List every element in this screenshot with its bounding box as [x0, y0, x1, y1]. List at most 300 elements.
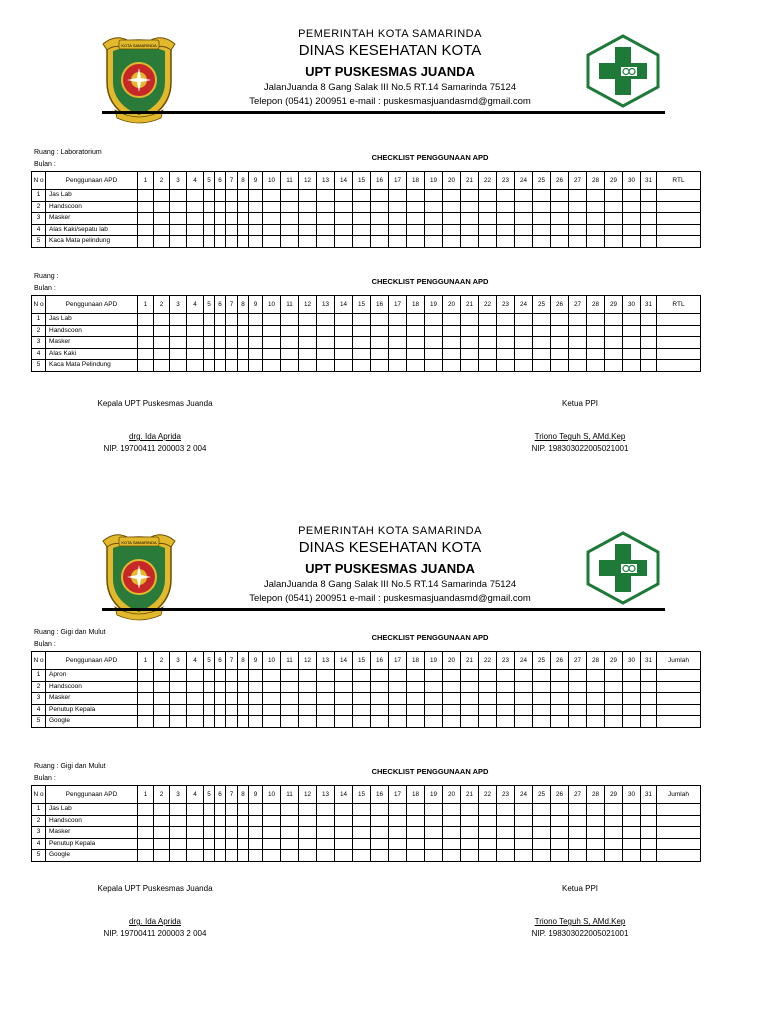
check-cell[interactable]	[317, 804, 335, 816]
check-cell[interactable]	[226, 236, 238, 248]
check-cell[interactable]	[551, 815, 569, 827]
check-cell[interactable]	[443, 804, 461, 816]
check-cell[interactable]	[371, 190, 389, 202]
check-cell[interactable]	[569, 213, 587, 225]
check-cell[interactable]	[515, 190, 533, 202]
check-cell[interactable]	[641, 190, 657, 202]
check-cell[interactable]	[623, 804, 641, 816]
check-cell[interactable]	[641, 716, 657, 728]
check-cell[interactable]	[204, 704, 215, 716]
check-cell[interactable]	[299, 325, 317, 337]
check-cell[interactable]	[461, 213, 479, 225]
check-cell[interactable]	[335, 704, 353, 716]
check-cell[interactable]	[215, 213, 226, 225]
check-cell[interactable]	[154, 337, 170, 349]
check-cell[interactable]	[187, 681, 204, 693]
check-cell[interactable]	[215, 681, 226, 693]
check-cell[interactable]	[204, 224, 215, 236]
check-cell[interactable]	[154, 213, 170, 225]
check-cell[interactable]	[215, 325, 226, 337]
check-cell[interactable]	[515, 827, 533, 839]
check-cell[interactable]	[299, 201, 317, 213]
check-cell[interactable]	[497, 815, 515, 827]
check-cell[interactable]	[263, 348, 281, 360]
check-cell[interactable]	[533, 360, 551, 372]
check-cell[interactable]	[371, 681, 389, 693]
check-cell[interactable]	[371, 704, 389, 716]
check-cell[interactable]	[479, 348, 497, 360]
check-cell[interactable]	[281, 804, 299, 816]
check-cell[interactable]	[335, 716, 353, 728]
check-cell[interactable]	[461, 325, 479, 337]
check-cell[interactable]	[215, 850, 226, 862]
check-cell[interactable]	[170, 681, 187, 693]
check-cell[interactable]	[249, 337, 263, 349]
check-cell[interactable]	[170, 337, 187, 349]
check-cell[interactable]	[425, 224, 443, 236]
check-cell[interactable]	[443, 201, 461, 213]
check-cell[interactable]	[587, 704, 605, 716]
check-cell[interactable]	[299, 670, 317, 682]
check-cell[interactable]	[461, 716, 479, 728]
check-cell[interactable]	[299, 804, 317, 816]
check-cell[interactable]	[238, 314, 249, 326]
check-cell[interactable]	[371, 716, 389, 728]
check-cell[interactable]	[204, 348, 215, 360]
check-cell[interactable]	[238, 236, 249, 248]
check-cell[interactable]	[461, 804, 479, 816]
check-cell[interactable]	[238, 804, 249, 816]
check-cell[interactable]	[187, 360, 204, 372]
check-cell[interactable]	[281, 325, 299, 337]
check-cell[interactable]	[623, 348, 641, 360]
check-cell[interactable]	[226, 804, 238, 816]
check-cell[interactable]	[605, 827, 623, 839]
check-cell[interactable]	[238, 838, 249, 850]
check-cell[interactable]	[187, 213, 204, 225]
check-cell[interactable]	[443, 815, 461, 827]
check-cell[interactable]	[407, 670, 425, 682]
check-cell[interactable]	[605, 838, 623, 850]
check-cell[interactable]	[389, 681, 407, 693]
check-cell[interactable]	[138, 348, 154, 360]
check-cell[interactable]	[249, 827, 263, 839]
check-cell[interactable]	[299, 815, 317, 827]
check-cell[interactable]	[281, 224, 299, 236]
check-cell[interactable]	[623, 704, 641, 716]
check-cell[interactable]	[641, 850, 657, 862]
row-last-cell[interactable]	[657, 314, 701, 326]
check-cell[interactable]	[238, 325, 249, 337]
check-cell[interactable]	[249, 213, 263, 225]
check-cell[interactable]	[605, 360, 623, 372]
check-cell[interactable]	[443, 190, 461, 202]
row-last-cell[interactable]	[657, 337, 701, 349]
check-cell[interactable]	[138, 224, 154, 236]
check-cell[interactable]	[299, 236, 317, 248]
check-cell[interactable]	[641, 360, 657, 372]
check-cell[interactable]	[170, 815, 187, 827]
check-cell[interactable]	[479, 716, 497, 728]
check-cell[interactable]	[425, 815, 443, 827]
check-cell[interactable]	[407, 716, 425, 728]
check-cell[interactable]	[515, 213, 533, 225]
check-cell[interactable]	[154, 850, 170, 862]
check-cell[interactable]	[479, 838, 497, 850]
check-cell[interactable]	[138, 804, 154, 816]
check-cell[interactable]	[587, 201, 605, 213]
check-cell[interactable]	[443, 704, 461, 716]
check-cell[interactable]	[569, 838, 587, 850]
check-cell[interactable]	[154, 236, 170, 248]
check-cell[interactable]	[641, 704, 657, 716]
check-cell[interactable]	[371, 670, 389, 682]
check-cell[interactable]	[154, 827, 170, 839]
check-cell[interactable]	[317, 190, 335, 202]
check-cell[interactable]	[551, 325, 569, 337]
check-cell[interactable]	[204, 827, 215, 839]
check-cell[interactable]	[443, 850, 461, 862]
check-cell[interactable]	[533, 838, 551, 850]
check-cell[interactable]	[215, 815, 226, 827]
check-cell[interactable]	[533, 213, 551, 225]
check-cell[interactable]	[425, 314, 443, 326]
check-cell[interactable]	[353, 337, 371, 349]
check-cell[interactable]	[238, 224, 249, 236]
check-cell[interactable]	[641, 827, 657, 839]
check-cell[interactable]	[238, 850, 249, 862]
check-cell[interactable]	[497, 827, 515, 839]
check-cell[interactable]	[353, 693, 371, 705]
check-cell[interactable]	[605, 704, 623, 716]
check-cell[interactable]	[551, 213, 569, 225]
check-cell[interactable]	[515, 337, 533, 349]
check-cell[interactable]	[335, 325, 353, 337]
check-cell[interactable]	[263, 838, 281, 850]
check-cell[interactable]	[461, 838, 479, 850]
check-cell[interactable]	[263, 224, 281, 236]
check-cell[interactable]	[317, 201, 335, 213]
check-cell[interactable]	[226, 190, 238, 202]
check-cell[interactable]	[204, 804, 215, 816]
check-cell[interactable]	[497, 190, 515, 202]
check-cell[interactable]	[623, 224, 641, 236]
check-cell[interactable]	[317, 850, 335, 862]
check-cell[interactable]	[138, 190, 154, 202]
check-cell[interactable]	[226, 838, 238, 850]
check-cell[interactable]	[317, 325, 335, 337]
check-cell[interactable]	[497, 314, 515, 326]
check-cell[interactable]	[170, 190, 187, 202]
check-cell[interactable]	[443, 224, 461, 236]
check-cell[interactable]	[623, 236, 641, 248]
check-cell[interactable]	[215, 224, 226, 236]
check-cell[interactable]	[587, 838, 605, 850]
check-cell[interactable]	[299, 704, 317, 716]
check-cell[interactable]	[299, 224, 317, 236]
check-cell[interactable]	[515, 670, 533, 682]
check-cell[interactable]	[317, 838, 335, 850]
check-cell[interactable]	[317, 681, 335, 693]
check-cell[interactable]	[263, 716, 281, 728]
check-cell[interactable]	[479, 360, 497, 372]
check-cell[interactable]	[187, 670, 204, 682]
check-cell[interactable]	[317, 693, 335, 705]
check-cell[interactable]	[479, 213, 497, 225]
check-cell[interactable]	[353, 827, 371, 839]
check-cell[interactable]	[605, 190, 623, 202]
check-cell[interactable]	[569, 670, 587, 682]
check-cell[interactable]	[371, 314, 389, 326]
row-last-cell[interactable]	[657, 236, 701, 248]
check-cell[interactable]	[497, 360, 515, 372]
check-cell[interactable]	[461, 360, 479, 372]
check-cell[interactable]	[587, 804, 605, 816]
check-cell[interactable]	[497, 236, 515, 248]
check-cell[interactable]	[479, 681, 497, 693]
check-cell[interactable]	[569, 337, 587, 349]
check-cell[interactable]	[569, 360, 587, 372]
check-cell[interactable]	[443, 360, 461, 372]
check-cell[interactable]	[281, 681, 299, 693]
check-cell[interactable]	[170, 670, 187, 682]
check-cell[interactable]	[238, 360, 249, 372]
check-cell[interactable]	[249, 348, 263, 360]
check-cell[interactable]	[238, 670, 249, 682]
check-cell[interactable]	[623, 670, 641, 682]
check-cell[interactable]	[533, 224, 551, 236]
check-cell[interactable]	[641, 325, 657, 337]
check-cell[interactable]	[371, 348, 389, 360]
check-cell[interactable]	[605, 348, 623, 360]
check-cell[interactable]	[569, 190, 587, 202]
check-cell[interactable]	[605, 804, 623, 816]
check-cell[interactable]	[479, 704, 497, 716]
check-cell[interactable]	[623, 213, 641, 225]
check-cell[interactable]	[389, 360, 407, 372]
check-cell[interactable]	[170, 224, 187, 236]
check-cell[interactable]	[515, 850, 533, 862]
check-cell[interactable]	[533, 693, 551, 705]
check-cell[interactable]	[299, 337, 317, 349]
check-cell[interactable]	[515, 693, 533, 705]
check-cell[interactable]	[443, 337, 461, 349]
check-cell[interactable]	[215, 201, 226, 213]
check-cell[interactable]	[443, 348, 461, 360]
check-cell[interactable]	[497, 213, 515, 225]
check-cell[interactable]	[407, 236, 425, 248]
row-last-cell[interactable]	[657, 704, 701, 716]
check-cell[interactable]	[335, 337, 353, 349]
check-cell[interactable]	[641, 815, 657, 827]
check-cell[interactable]	[215, 693, 226, 705]
check-cell[interactable]	[263, 236, 281, 248]
check-cell[interactable]	[238, 201, 249, 213]
check-cell[interactable]	[407, 850, 425, 862]
check-cell[interactable]	[249, 236, 263, 248]
check-cell[interactable]	[623, 838, 641, 850]
check-cell[interactable]	[335, 804, 353, 816]
check-cell[interactable]	[238, 337, 249, 349]
check-cell[interactable]	[605, 201, 623, 213]
check-cell[interactable]	[479, 804, 497, 816]
check-cell[interactable]	[515, 201, 533, 213]
check-cell[interactable]	[226, 348, 238, 360]
check-cell[interactable]	[138, 704, 154, 716]
check-cell[interactable]	[154, 670, 170, 682]
check-cell[interactable]	[226, 325, 238, 337]
check-cell[interactable]	[497, 716, 515, 728]
check-cell[interactable]	[281, 716, 299, 728]
check-cell[interactable]	[154, 360, 170, 372]
row-last-cell[interactable]	[657, 670, 701, 682]
check-cell[interactable]	[443, 693, 461, 705]
check-cell[interactable]	[605, 236, 623, 248]
check-cell[interactable]	[425, 681, 443, 693]
row-last-cell[interactable]	[657, 348, 701, 360]
check-cell[interactable]	[204, 815, 215, 827]
check-cell[interactable]	[299, 827, 317, 839]
check-cell[interactable]	[187, 838, 204, 850]
check-cell[interactable]	[353, 815, 371, 827]
check-cell[interactable]	[335, 190, 353, 202]
check-cell[interactable]	[623, 815, 641, 827]
check-cell[interactable]	[551, 704, 569, 716]
check-cell[interactable]	[215, 314, 226, 326]
check-cell[interactable]	[497, 348, 515, 360]
check-cell[interactable]	[407, 213, 425, 225]
check-cell[interactable]	[263, 693, 281, 705]
check-cell[interactable]	[215, 804, 226, 816]
check-cell[interactable]	[641, 337, 657, 349]
check-cell[interactable]	[569, 224, 587, 236]
check-cell[interactable]	[551, 314, 569, 326]
check-cell[interactable]	[605, 815, 623, 827]
check-cell[interactable]	[533, 804, 551, 816]
check-cell[interactable]	[551, 693, 569, 705]
check-cell[interactable]	[249, 716, 263, 728]
check-cell[interactable]	[407, 681, 425, 693]
check-cell[interactable]	[407, 337, 425, 349]
check-cell[interactable]	[238, 348, 249, 360]
check-cell[interactable]	[226, 213, 238, 225]
check-cell[interactable]	[425, 190, 443, 202]
check-cell[interactable]	[138, 670, 154, 682]
check-cell[interactable]	[587, 827, 605, 839]
check-cell[interactable]	[281, 213, 299, 225]
check-cell[interactable]	[238, 815, 249, 827]
check-cell[interactable]	[497, 850, 515, 862]
check-cell[interactable]	[407, 201, 425, 213]
check-cell[interactable]	[443, 716, 461, 728]
check-cell[interactable]	[353, 850, 371, 862]
check-cell[interactable]	[515, 236, 533, 248]
check-cell[interactable]	[353, 670, 371, 682]
check-cell[interactable]	[587, 670, 605, 682]
check-cell[interactable]	[238, 704, 249, 716]
check-cell[interactable]	[389, 190, 407, 202]
check-cell[interactable]	[551, 236, 569, 248]
check-cell[interactable]	[587, 314, 605, 326]
check-cell[interactable]	[204, 670, 215, 682]
check-cell[interactable]	[299, 360, 317, 372]
check-cell[interactable]	[353, 704, 371, 716]
check-cell[interactable]	[215, 348, 226, 360]
check-cell[interactable]	[226, 850, 238, 862]
row-last-cell[interactable]	[657, 804, 701, 816]
check-cell[interactable]	[249, 850, 263, 862]
check-cell[interactable]	[187, 337, 204, 349]
check-cell[interactable]	[170, 213, 187, 225]
check-cell[interactable]	[605, 681, 623, 693]
row-last-cell[interactable]	[657, 827, 701, 839]
check-cell[interactable]	[497, 337, 515, 349]
check-cell[interactable]	[443, 236, 461, 248]
check-cell[interactable]	[299, 190, 317, 202]
check-cell[interactable]	[299, 348, 317, 360]
check-cell[interactable]	[371, 827, 389, 839]
check-cell[interactable]	[479, 190, 497, 202]
row-last-cell[interactable]	[657, 693, 701, 705]
row-last-cell[interactable]	[657, 681, 701, 693]
check-cell[interactable]	[425, 838, 443, 850]
check-cell[interactable]	[353, 348, 371, 360]
check-cell[interactable]	[249, 224, 263, 236]
check-cell[interactable]	[154, 201, 170, 213]
check-cell[interactable]	[497, 224, 515, 236]
check-cell[interactable]	[605, 716, 623, 728]
check-cell[interactable]	[263, 213, 281, 225]
check-cell[interactable]	[533, 337, 551, 349]
check-cell[interactable]	[263, 325, 281, 337]
check-cell[interactable]	[238, 716, 249, 728]
check-cell[interactable]	[497, 325, 515, 337]
check-cell[interactable]	[353, 213, 371, 225]
check-cell[interactable]	[623, 693, 641, 705]
check-cell[interactable]	[138, 213, 154, 225]
check-cell[interactable]	[263, 704, 281, 716]
check-cell[interactable]	[425, 804, 443, 816]
check-cell[interactable]	[569, 704, 587, 716]
check-cell[interactable]	[353, 314, 371, 326]
check-cell[interactable]	[587, 348, 605, 360]
check-cell[interactable]	[533, 850, 551, 862]
check-cell[interactable]	[551, 337, 569, 349]
check-cell[interactable]	[249, 815, 263, 827]
check-cell[interactable]	[569, 716, 587, 728]
check-cell[interactable]	[389, 670, 407, 682]
check-cell[interactable]	[371, 224, 389, 236]
check-cell[interactable]	[317, 815, 335, 827]
check-cell[interactable]	[443, 838, 461, 850]
check-cell[interactable]	[263, 337, 281, 349]
check-cell[interactable]	[299, 716, 317, 728]
check-cell[interactable]	[204, 716, 215, 728]
check-cell[interactable]	[389, 314, 407, 326]
check-cell[interactable]	[623, 337, 641, 349]
check-cell[interactable]	[226, 681, 238, 693]
check-cell[interactable]	[389, 716, 407, 728]
check-cell[interactable]	[154, 190, 170, 202]
check-cell[interactable]	[249, 201, 263, 213]
check-cell[interactable]	[204, 213, 215, 225]
check-cell[interactable]	[353, 236, 371, 248]
check-cell[interactable]	[138, 337, 154, 349]
check-cell[interactable]	[623, 325, 641, 337]
check-cell[interactable]	[371, 337, 389, 349]
check-cell[interactable]	[335, 213, 353, 225]
check-cell[interactable]	[443, 681, 461, 693]
